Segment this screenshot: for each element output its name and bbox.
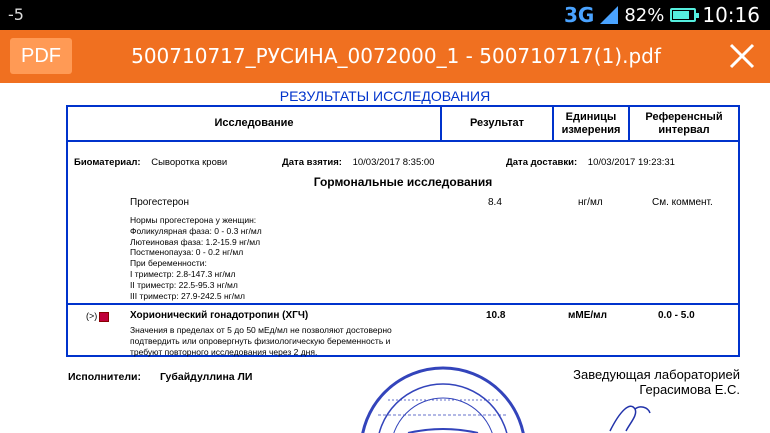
close-icon[interactable] xyxy=(726,40,758,72)
col-header-units-line2: измерения xyxy=(561,123,621,136)
col-header-study: Исследование xyxy=(214,117,294,129)
title-bar xyxy=(0,30,770,83)
flag-text: (>) xyxy=(86,311,98,321)
note-line: Нормы прогестерона у женщин: xyxy=(130,215,257,225)
ref-progesterone: См. коммент. xyxy=(652,197,713,208)
taken-row xyxy=(282,157,434,168)
progesterone-notes xyxy=(130,215,262,301)
pdf-page[interactable] xyxy=(0,83,770,433)
row-divider xyxy=(68,303,738,305)
network-type: 3G xyxy=(564,3,595,27)
clock: 10:16 xyxy=(702,3,760,27)
taken-label: Дата взятия: xyxy=(282,157,342,168)
note-line: Лютеиновая фаза: 1.2-15.9 нг/мл xyxy=(130,236,261,247)
col-header-ref xyxy=(630,107,738,140)
results-table xyxy=(66,105,740,357)
note-line: Постменопауза: 0 - 0.2 нг/мл xyxy=(130,247,244,258)
note-line: III триместр: 27.9-242.5 нг/мл xyxy=(130,290,245,301)
document-title: РЕЗУЛЬТАТЫ ИССЛЕДОВАНИЯ xyxy=(279,88,491,104)
status-left-text: -5 xyxy=(8,5,24,24)
ref-hcg: 0.0 - 5.0 xyxy=(658,310,695,321)
note-line: требуют повторного исследования через 2 дня. xyxy=(130,346,318,357)
note-line: II триместр: 22.5-95.3 нг/мл xyxy=(130,279,238,290)
head-of-lab xyxy=(573,367,740,397)
note-line: При беременности: xyxy=(130,258,207,269)
performer-name: Губайдуллина ЛИ xyxy=(160,371,253,383)
flag-marker-icon xyxy=(99,312,109,322)
result-hcg: 10.8 xyxy=(486,310,506,321)
units-hcg: мМЕ/мл xyxy=(568,310,607,321)
section-title: Гормональные исследования xyxy=(313,175,493,189)
status-right xyxy=(564,3,760,27)
note-line: Значения в пределах от 5 до 50 мЕд/мл не позволяют достоверно xyxy=(130,325,392,335)
delivered-row xyxy=(506,157,675,168)
status-bar xyxy=(0,0,770,30)
hcg-notes xyxy=(130,325,392,357)
col-header-units-line1: Единицы xyxy=(565,110,617,123)
header-divider xyxy=(68,140,738,142)
battery-percent: 82% xyxy=(624,4,665,26)
performers-label: Исполнители: xyxy=(68,371,141,383)
battery-fill xyxy=(673,11,689,19)
note-line: I триместр: 2.8-147.3 нг/мл xyxy=(130,268,236,279)
signal-icon xyxy=(600,6,618,24)
biomaterial-label: Биоматериал: xyxy=(74,157,141,168)
head-title: Заведующая лабораторией xyxy=(573,367,740,382)
head-name: Герасимова Е.С. xyxy=(639,382,740,397)
col-header-ref-line2: интервал xyxy=(658,123,710,136)
delivered-label: Дата доставки: xyxy=(506,157,578,168)
file-title: 500710717_РУСИНА_0072000_1 - 500710717(1).pdf xyxy=(131,44,661,68)
lab-stamp-icon xyxy=(358,355,528,433)
note-line: подтвердить или опровергнуть физиологическую беременность и xyxy=(130,335,391,346)
result-progesterone: 8.4 xyxy=(488,197,502,208)
units-progesterone: нг/мл xyxy=(578,197,603,208)
delivered-value: 10/03/2017 19:23:31 xyxy=(587,157,675,168)
biomaterial-row xyxy=(74,157,227,168)
test-name-hcg: Хорионический гонадотропин (ХГЧ) xyxy=(130,310,309,321)
abnormal-flag xyxy=(86,311,109,322)
col-header-result: Результат xyxy=(469,117,525,129)
test-name-progesterone: Прогестерон xyxy=(130,197,189,208)
battery-icon xyxy=(670,8,696,22)
taken-value: 10/03/2017 8:35:00 xyxy=(352,157,435,168)
signature-icon xyxy=(600,401,660,433)
col-header-ref-line1: Референсный xyxy=(645,110,723,123)
biomaterial-value: Сыворотка крови xyxy=(151,157,228,168)
note-line: Фоликулярная фаза: 0 - 0.3 нг/мл xyxy=(130,225,262,236)
pdf-button[interactable]: PDF xyxy=(10,38,72,74)
col-header-units xyxy=(554,107,628,140)
